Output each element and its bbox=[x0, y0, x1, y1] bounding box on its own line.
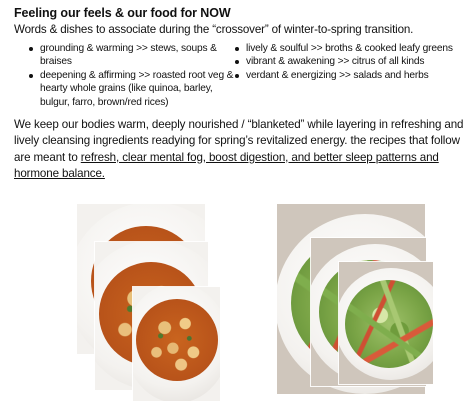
bullet-list-right bbox=[232, 42, 472, 82]
salad-photo-front bbox=[339, 262, 433, 384]
salad-dish bbox=[345, 280, 433, 368]
underlined-text: refresh, clear mental fog, boost digestion, and better sleep patterns and hormone balance. bbox=[14, 150, 439, 180]
list-item: lively & soulful >> broths & cooked leafy greens bbox=[232, 42, 472, 55]
list-item: vibrant & awakening >> citrus of all kinds bbox=[232, 55, 472, 68]
soup-photo-front bbox=[133, 287, 220, 401]
intro-text: Words & dishes to associate during the “crossover” of winter-to-spring transition. bbox=[14, 23, 414, 36]
bullet-list-left bbox=[26, 42, 236, 109]
page-title: Feeling our feels & our food for NOW bbox=[14, 6, 231, 20]
soup-bowl bbox=[136, 299, 218, 381]
list-item: verdant & energizing >> salads and herbs bbox=[232, 69, 472, 82]
list-item: grounding & warming >> stews, soups & braises bbox=[26, 42, 236, 69]
body-paragraph bbox=[14, 117, 464, 182]
list-item: deepening & affirming >> roasted root veg & hearty whole grains (like quinoa, barley, bulgur, farro, brown/red rices) bbox=[26, 69, 236, 109]
paragraph-text: We keep our bodies warm, deeply nourished / “blanketed” while layering in refreshing and lively cleansing ingredients readying for spring’s revitalized energy. the recipes that follow are meant to bbox=[14, 118, 464, 164]
